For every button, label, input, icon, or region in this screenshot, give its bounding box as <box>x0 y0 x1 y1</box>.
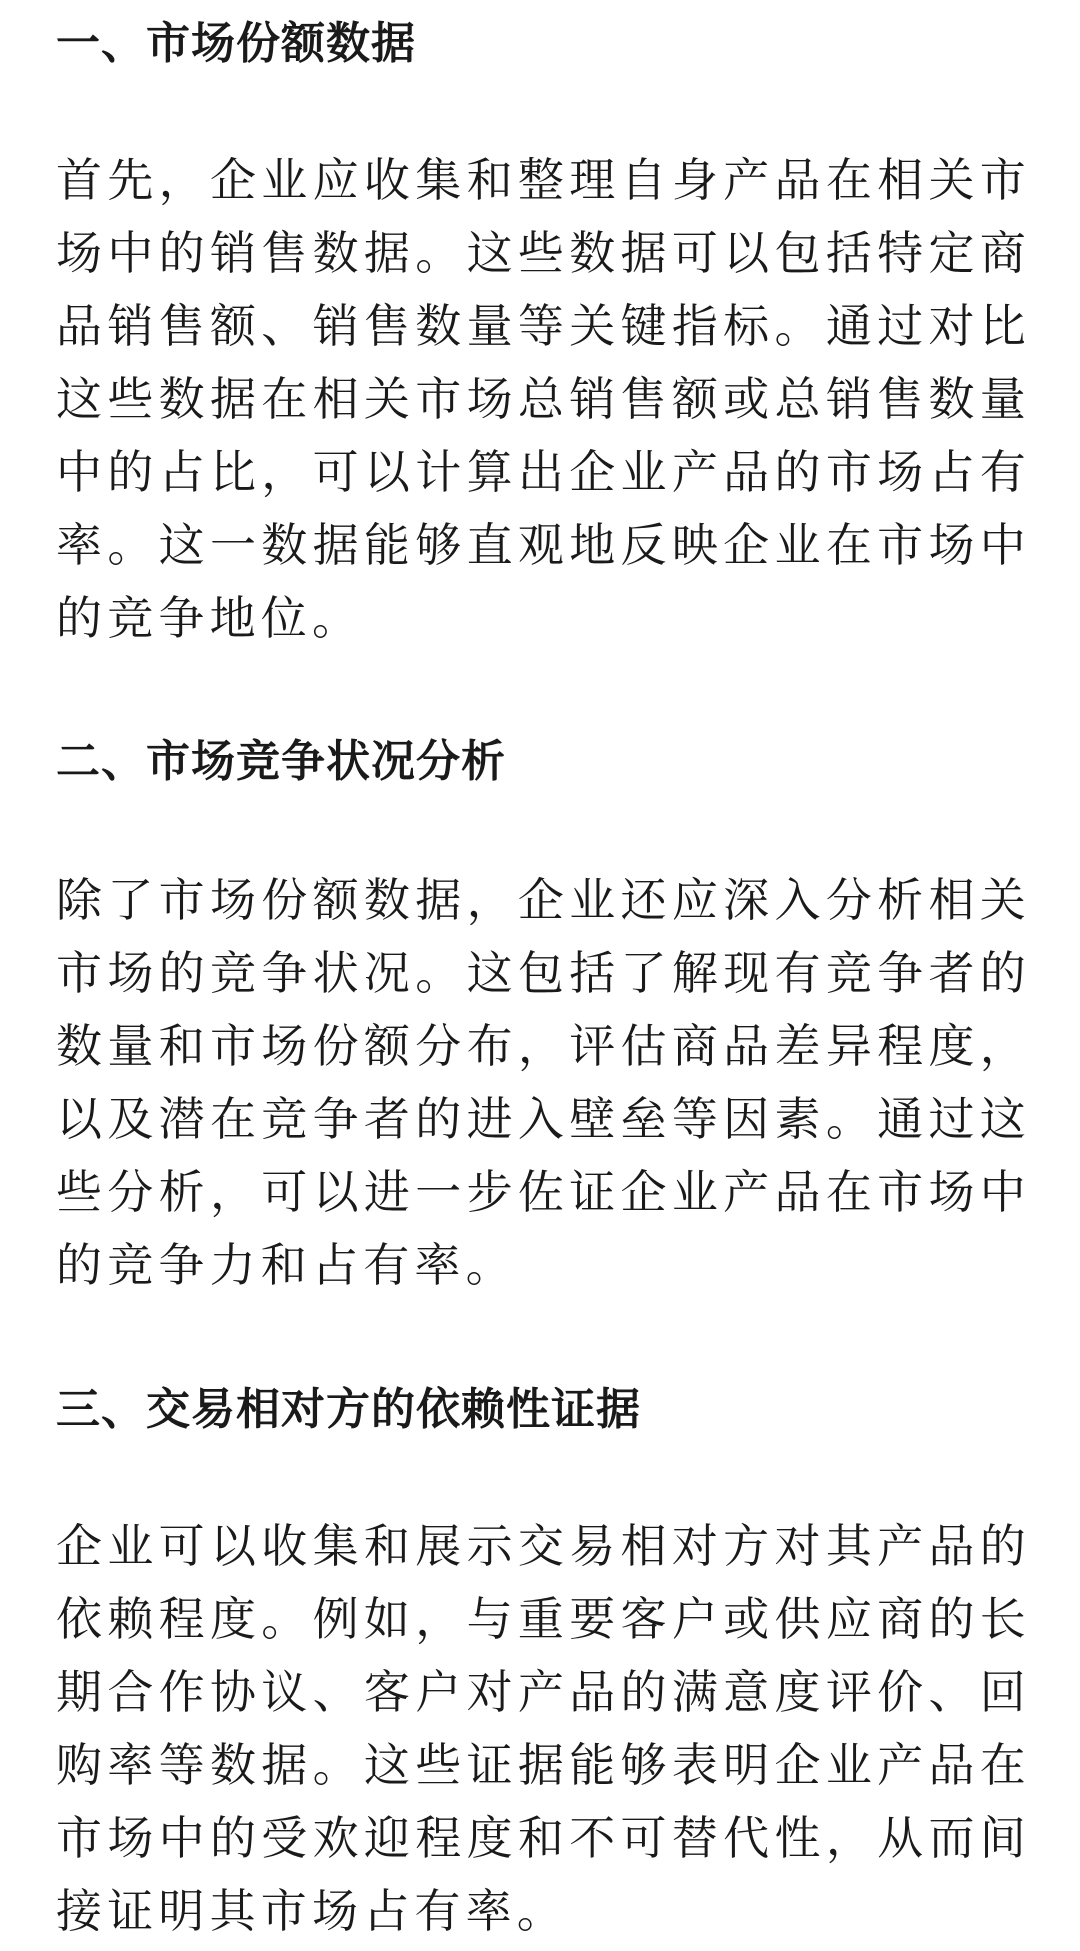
section-heading-dependency: 三、交易相对方的依赖性证据 <box>56 1384 641 1435</box>
section-heading-market-share: 一、市场份额数据 <box>56 18 416 69</box>
section-paragraph-competition: 除了市场份额数据，企业还应深入分析相关市场的竞争状况。这包括了解现有竞争者的数量和市场份额分布，评估商品差异程度，以及潜在竞争者的进入壁垒等因素。通过这些分析，可以进一步佐证企业产品在市场中的竞争力和占有率。 <box>56 873 1031 1292</box>
section-paragraph-dependency: 企业可以收集和展示交易相对方对其产品的依赖程度。例如，与重要客户或供应商的长期合作协议、客户对产品的满意度评价、回购率等数据。这些证据能够表明企业产品在市场中的受欢迎程度和不可替代性，从而间接证明其市场占有率。 <box>56 1519 1031 1938</box>
section-heading-competition: 二、市场竞争状况分析 <box>56 736 506 787</box>
section-paragraph-market-share: 首先，企业应收集和整理自身产品在相关市场中的销售数据。这些数据可以包括特定商品销售额、销售数量等关键指标。通过对比这些数据在相关市场总销售额或总销售数量中的占比，可以计算出企业产品的市场占有率。这一数据能够直观地反映企业在市场中的竞争地位。 <box>56 153 1031 645</box>
